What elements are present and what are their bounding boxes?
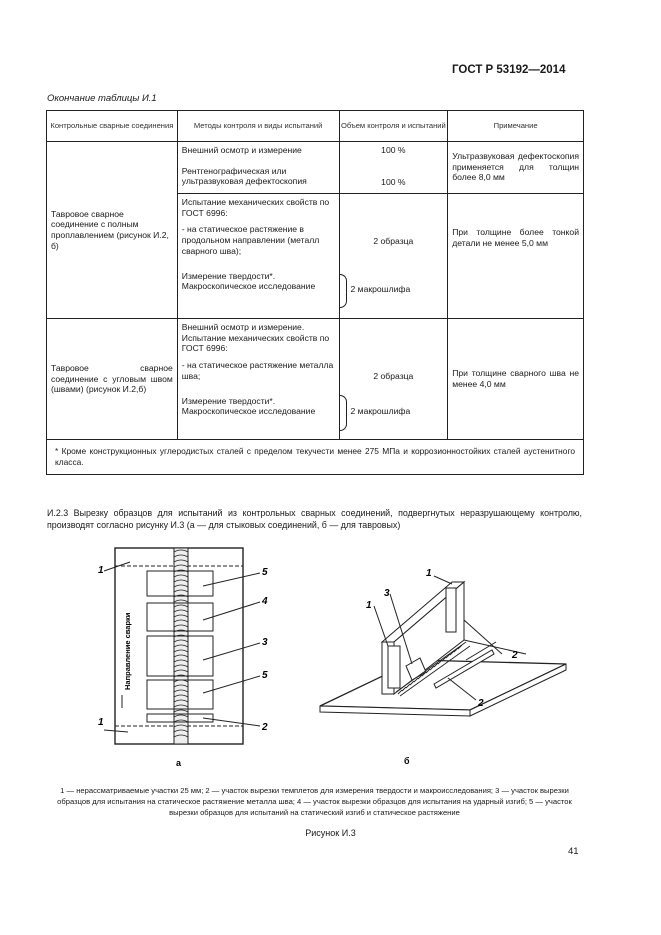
joint-cell xyxy=(47,142,178,319)
volume-text: 100 % xyxy=(381,145,406,155)
method-text: - на статическое растяжение металла шва; xyxy=(181,360,334,381)
method-cell xyxy=(177,319,339,440)
volume-cell xyxy=(339,142,448,194)
footnote-text: * Кроме конструкционных углеродистых сталей с пределом текучести менее 275 МПа и коррозионностойких сталей аустенитного класса. xyxy=(55,446,575,467)
joint-cell xyxy=(47,319,178,440)
method-text: Измерение твердости*. xyxy=(181,395,276,406)
figure-a-butt-joint xyxy=(90,540,280,770)
volume-text: 2 макрошлифа xyxy=(350,284,411,294)
fig-b-label-2b: 2 xyxy=(478,698,484,709)
method-text: - на статическое растяжение в продольном направлении (металл сварного шва); xyxy=(181,224,320,256)
welding-direction-text: Направление сварки xyxy=(123,612,132,690)
col-header-joints: Контрольные сварные соединения xyxy=(47,111,178,142)
fig-a-label-1b: 1 xyxy=(98,717,104,728)
fig-a-label-5: 5 xyxy=(262,567,268,578)
table-row xyxy=(47,319,584,440)
fig-b-label-1: 1 xyxy=(366,600,372,611)
figure-b-tee-joint xyxy=(316,560,582,770)
method-text: Измерение твердости*. xyxy=(181,270,276,281)
standard-header: ГОСТ Р 53192—2014 xyxy=(452,64,566,76)
method-text: Внешний осмотр и измерение. xyxy=(181,322,305,332)
table-row xyxy=(47,142,584,194)
fig-b-label-1b: 1 xyxy=(426,568,432,579)
volume-text: 2 образца xyxy=(373,236,414,246)
brace-mark xyxy=(340,274,347,308)
figure-caption: Рисунок И.3 xyxy=(305,828,356,838)
method-text: Рентгенографическая или ультразвуковая дефектоскопия xyxy=(181,165,307,187)
table-caption: Окончание таблицы И.1 xyxy=(47,93,157,104)
note-text: При толщине сварного шва не менее 4,0 мм xyxy=(452,368,579,389)
fig-a-label-4: 4 xyxy=(262,596,268,607)
col-header-volume: Объем контроля и испытаний xyxy=(339,111,448,142)
method-cell xyxy=(177,142,339,194)
specimen-right xyxy=(446,588,456,632)
joint-text: Тавровое сварное соединение с полным проплавлением (рисунок И.2, б) xyxy=(51,208,169,251)
col-header-note: Примечание xyxy=(448,111,584,142)
fig-a-label-3: 3 xyxy=(262,637,268,648)
joint-text: Тавровое сварное соединение с угловым швом (швами) (рисунок И.2,б) xyxy=(51,362,173,395)
weld-bead xyxy=(174,548,188,744)
brace-mark xyxy=(340,395,347,431)
body-paragraph: И.2.3 Вырезку образцов для испытаний из контрольных сварных соединений, подвергнутых неразрушающему контролю, производят согласно рисунку И.3 (а — для стыковых соединений, б — для тавровых) xyxy=(47,508,582,531)
note-cell xyxy=(448,142,584,194)
volume-text: 100 % xyxy=(381,176,406,187)
footnote-cell xyxy=(47,440,584,475)
method-text: Макроскопическое исследование xyxy=(181,281,316,292)
note-cell xyxy=(448,319,584,440)
fig-b-label-3: 3 xyxy=(384,588,390,599)
fig-b-sublabel: б xyxy=(404,756,410,766)
control-table xyxy=(46,110,584,475)
volume-text: 2 образца xyxy=(373,371,414,381)
fig-a-sublabel: а xyxy=(176,758,182,768)
footnote-row xyxy=(47,440,584,475)
fig-b-label-2: 2 xyxy=(512,650,518,661)
method-text: Внешний осмотр и измерение xyxy=(181,145,302,155)
method-text: Испытание механических свойств по ГОСТ 6996: xyxy=(181,332,330,354)
method-text: Макроскопическое исследование xyxy=(181,406,316,417)
fig-a-label-1: 1 xyxy=(98,565,104,576)
volume-cell xyxy=(339,194,448,319)
col-header-methods: Методы контроля и виды испытаний xyxy=(177,111,339,142)
page-number: 41 xyxy=(568,846,579,857)
volume-cell xyxy=(339,319,448,440)
method-cell xyxy=(177,194,339,319)
fig-a-label-2: 2 xyxy=(262,722,268,733)
method-text: Испытание механических свойств по ГОСТ 6996: xyxy=(181,197,330,218)
note-text: Ультразвуковая дефектоскопия применяется для толщин более 8,0 мм xyxy=(452,151,579,183)
specimen-left xyxy=(388,646,400,688)
figure-legend: 1 — нерассматриваемые участки 25 мм; 2 — участок вырезки темплетов для измерения твердости и макроисследования; 3 — участок вырезки образцов для испытания на статическое растяжение металла шва; 4 — участок вырезки образцов для испытания на ударный изгиб; 5 — участок вырезки образцов для испытаний на статический изгиб и статическое растяжение xyxy=(57,786,572,817)
note-cell xyxy=(448,194,584,319)
volume-text: 2 макрошлифа xyxy=(350,406,411,416)
fig-a-label-5b: 5 xyxy=(262,670,268,681)
note-text: При толщине более тонкой детали не менее 5,0 мм xyxy=(452,227,579,248)
table-header-row xyxy=(47,111,584,142)
